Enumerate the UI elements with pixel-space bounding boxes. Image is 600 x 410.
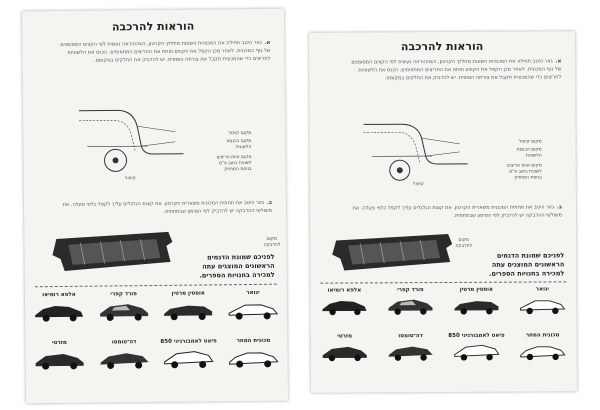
car-name: אוסטין מרטין: [459, 286, 494, 293]
cars-row-1: [31, 289, 281, 324]
step-b-number: ב.: [266, 199, 273, 206]
step-a-body: גזור היטב תחילה את המכוניות השונות מחלקי הקרטון, כשההוראה נעשית לפי הקווים המסומנים של גוף המכונית. לאחר מכן הקפל את הקווים ופתח את החריצים המתאימים. הכנס את הלשוניות לחריצים כדי שהמכונית תקבל את צורתה הסופית. יש להדביק את החלקים במקומם.: [351, 58, 562, 82]
label-tabs: מקום אותו חריצים לשונית כתוב פ"מ בניסת המחזיק: [216, 154, 252, 173]
instruction-sheet-left: [22, 9, 288, 404]
car-icon: [33, 299, 85, 324]
car-icon: [318, 294, 370, 316]
car-name: אלפא רומיאו: [42, 291, 76, 299]
label-fold-short: קיפול: [413, 182, 424, 188]
step-a-body: גזור היטב תחילה את המכוניות השונות מחלקי הקרטון, כשההוראה נעשית לפי הקווים המסומנים של גוף המכונית. לאחר מכן הקפל את הקווים ופתח את החריצים המתאימים. הכנס את הלשוניות לחריצים כדי שהמכונית תקבל את צורתה הסופית. יש להדביק את החלקים במקומם.: [60, 39, 271, 64]
cars-row-1: [316, 285, 570, 316]
step-b-body: גזור היטב את תחתית המכונית משארית הקרטון. את קצות הגלגלים עליך לקפל כלפי מעלה. את משולשי ההדבקה יש להדביק לפי הסימון שבתחתית.: [62, 199, 273, 215]
car-icon: [385, 340, 437, 362]
car-icon: [517, 339, 569, 361]
car-name: פיאט לאמבורגיני 850: [448, 332, 505, 339]
car-icon: [98, 298, 150, 323]
car-card: [448, 286, 504, 316]
car-card: [449, 332, 505, 362]
label-tabs: מקום אותו חריצים לשונית כתוב פ"מ בניסת המחזיק: [506, 163, 542, 181]
sheet-title: הוראות להרכבה: [400, 39, 484, 54]
car-name: יגואר: [535, 286, 550, 293]
car-icon: [319, 340, 371, 362]
label-fold: מקום קיפול: [228, 130, 252, 137]
cars-row-2: [317, 331, 571, 362]
label-fold: מקום קיפול: [518, 139, 542, 145]
fold-diagram: [361, 116, 471, 189]
car-icon: [162, 297, 214, 322]
divider: [320, 281, 566, 283]
chassis-diagram: [50, 228, 174, 275]
label-insert: מקום הכנסת הלשונית: [516, 147, 542, 159]
step-b-number: ב.: [557, 204, 562, 211]
car-name: אוסטין מרטין: [171, 290, 205, 297]
chassis-diagram: [330, 230, 454, 275]
car-name: יגואר: [246, 289, 260, 297]
car-card: [382, 286, 438, 316]
car-icon: [516, 293, 568, 315]
car-icon: [163, 345, 215, 370]
car-name: דה־טומסו: [398, 333, 423, 340]
car-card: [161, 337, 217, 370]
car-icon: [98, 346, 150, 371]
car-name: פורד קפרי: [110, 291, 137, 298]
car-name: פיאט לאמבורגיני 850: [160, 338, 217, 345]
step-b-text: [352, 203, 562, 220]
car-icon: [451, 340, 503, 362]
models-note: לפניכם שמונת הדגמים הראשונים המוצגים עתה למכירה בחנויות הספרים.: [488, 251, 565, 278]
step-b-text: [62, 199, 272, 217]
car-name: פורד קפרי: [397, 287, 424, 294]
car-card: [383, 332, 439, 362]
car-card: [225, 289, 281, 322]
car-icon: [227, 297, 279, 322]
car-name: אלפא רומיאו: [327, 287, 362, 294]
car-card: [316, 286, 372, 316]
sheet-title: הוראות להרכבה: [111, 19, 195, 34]
car-card: [96, 338, 152, 371]
label-fold-short: קיפול: [124, 176, 136, 182]
car-name: מזרטי: [337, 333, 353, 340]
track-label: מקום להדבקה: [455, 237, 473, 249]
car-card: [225, 337, 281, 370]
track-label: מקום להדבקה: [263, 236, 281, 248]
divider: [35, 284, 277, 288]
car-icon: [34, 347, 86, 372]
car-name: מזרטי: [51, 339, 67, 347]
car-card: [160, 289, 216, 322]
car-card: [514, 285, 570, 315]
car-icon: [384, 294, 436, 316]
car-card: [31, 291, 87, 324]
instruction-sheet-right: [309, 31, 577, 392]
models-note: לפניכם שמונת הדגמים הראשונים המוצגים עתה למכירה בחנויות הספרים.: [199, 252, 275, 280]
car-card: [317, 332, 373, 362]
step-a-text: [60, 39, 270, 65]
step-a-number: א.: [264, 39, 271, 46]
car-name: דה־טומסו: [111, 339, 137, 346]
car-icon: [227, 345, 279, 370]
car-card: [31, 339, 87, 372]
car-name: מכונית המחר: [525, 332, 560, 339]
label-insert: מקום הכנסת הלשונית: [226, 138, 252, 151]
car-icon: [450, 294, 502, 316]
cars-row-2: [31, 337, 281, 372]
car-name: מכונית המחר: [236, 337, 271, 345]
step-a-text: [351, 57, 561, 82]
step-b-body: גזור היטב את תחתית המכונית משארית הקרטון. את קצות הגלגלים עליך לקפל כלפי מעלה. את משולשי ההדבקה יש להדביק לפי הסימון שבתחתית.: [352, 204, 563, 219]
fold-diagram: [77, 102, 188, 181]
car-card: [96, 290, 152, 323]
car-card: [515, 331, 571, 361]
step-a-number: א.: [555, 58, 562, 65]
